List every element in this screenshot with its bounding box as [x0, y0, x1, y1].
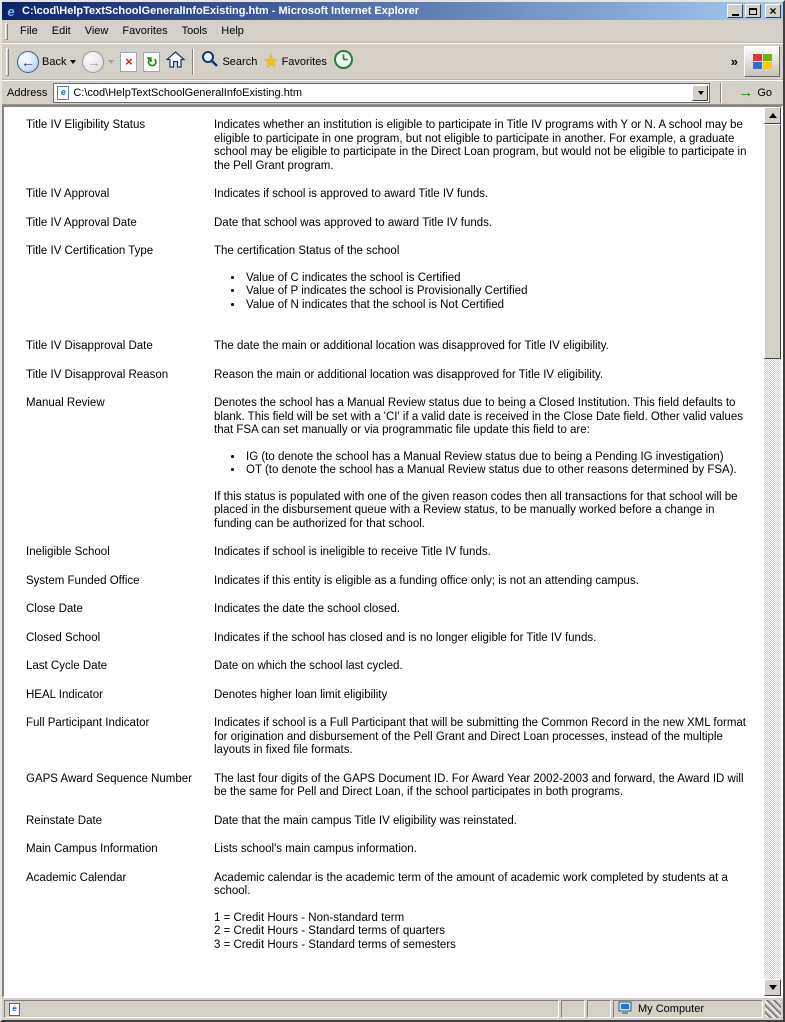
- back-dropdown-icon[interactable]: [70, 60, 76, 64]
- definition: [214, 546, 756, 560]
- forward-button[interactable]: [79, 49, 117, 75]
- home-button[interactable]: [163, 49, 188, 75]
- menubar-grip[interactable]: [5, 23, 8, 40]
- definition-paragraph: Indicates whether an institution is eligible to participate in Title IV programs with Y or N. A school may be eligible to participate in one program, but not eligible to participate in another. For example, a graduate school may be eligible to participate in the Direct Loan program, but would not be eligible to participate in the Pell Grant program.: [214, 119, 747, 172]
- close-icon: ×: [769, 4, 777, 18]
- term-label: Title IV Approval: [26, 188, 110, 200]
- addressbar-separator: [720, 83, 722, 103]
- definition: [214, 632, 756, 646]
- definition: [214, 717, 756, 758]
- definition-paragraph: Denotes higher loan limit eligibility: [214, 688, 388, 701]
- favorites-label: Favorites: [281, 55, 327, 68]
- help-entry-row: [26, 689, 756, 703]
- value-line: 1 = Credit Hours - Non-standard term: [214, 911, 405, 924]
- definition: [214, 217, 756, 231]
- stop-icon: ×: [120, 52, 137, 72]
- definition-paragraph: Indicates if the school has closed and is no longer eligible for Title IV funds.: [214, 631, 597, 644]
- menu-bar: [2, 20, 783, 43]
- menu-item-tools[interactable]: Tools: [181, 25, 208, 37]
- forward-dropdown-icon[interactable]: [108, 60, 114, 64]
- maximize-icon: [749, 8, 757, 15]
- help-entry-row: [26, 245, 756, 325]
- search-label: Search: [222, 55, 258, 68]
- term-label: Ineligible School: [26, 546, 110, 558]
- definition-paragraph: Date that the main campus Title IV eligibility was reinstated.: [214, 814, 517, 827]
- ie-logo-icon: e: [7, 3, 15, 19]
- address-bar: [2, 80, 783, 105]
- bullet-item: • Value of C indicates the school is Certified: [244, 272, 752, 286]
- term-label: Title IV Disapproval Reason: [26, 368, 169, 381]
- resize-grip[interactable]: [765, 1000, 781, 1018]
- help-entry-row: [26, 217, 756, 231]
- status-pane-2: [587, 1000, 611, 1018]
- definition-paragraph: If this status is populated with one of the given reason codes then all transactions for that school will be placed in the disbursement queue with a Review status, to be manually worked before a change in funding can be authorized for that school.: [214, 490, 738, 530]
- main-toolbar: [2, 43, 783, 80]
- definition: [214, 815, 756, 829]
- definition: [214, 603, 756, 617]
- history-button[interactable]: [330, 47, 357, 77]
- definition: [214, 340, 756, 354]
- definition-paragraph: Indicates if school is a Full Participant that will be submitting the Common Record in the new XML format for origination and disbursement of the Pell Grant and Direct Loan processes, instead of the multiple layouts in fixed file formats.: [214, 717, 747, 756]
- term-label: HEAL Indicator: [26, 688, 103, 701]
- scroll-down-button[interactable]: [764, 979, 781, 996]
- term-label: Manual Review: [26, 397, 105, 409]
- help-entry-row: [26, 773, 756, 800]
- bullet-item: • Value of N indicates that the school is Not Certified: [244, 299, 752, 313]
- bullet-item: • Value of P indicates the school is Provisionally Certified: [244, 285, 752, 299]
- term-label: Title IV Disapproval Date: [26, 340, 153, 352]
- status-zone-pane: [613, 1000, 763, 1018]
- help-entry-row: [26, 660, 756, 674]
- forward-icon: →: [82, 51, 104, 73]
- value-line: 3 = Credit Hours - Standard terms of semesters: [214, 938, 456, 951]
- term-label: Title IV Certification Type: [26, 245, 154, 257]
- term-label: Closed School: [26, 631, 101, 644]
- definition: [214, 188, 756, 202]
- definition: [214, 773, 756, 800]
- scroll-thumb[interactable]: [764, 124, 781, 359]
- page-content-area: [2, 105, 783, 998]
- home-icon: [166, 51, 185, 73]
- definition-paragraph: Indicates if this entity is eligible as a funding office only; is not an attending campus.: [214, 574, 639, 587]
- address-value: C:\cod\HelpTextSchoolGeneralInfoExisting.htm: [73, 86, 303, 99]
- scroll-up-icon: [769, 113, 777, 118]
- help-entry-row: [26, 815, 756, 829]
- definition-bullet-list: [230, 272, 752, 313]
- term-label: System Funded Office: [26, 574, 140, 587]
- term-label: Reinstate Date: [26, 814, 103, 827]
- help-entry-row: [26, 369, 756, 383]
- status-main-pane: [4, 1000, 559, 1018]
- maximize-button[interactable]: [745, 4, 761, 18]
- stop-button[interactable]: [117, 50, 140, 74]
- scroll-track[interactable]: [764, 124, 781, 979]
- definition-paragraph: Indicates if school is ineligible to receive Title IV funds.: [214, 546, 491, 558]
- close-button[interactable]: [765, 4, 781, 18]
- document-status-icon: e: [9, 1003, 20, 1016]
- definition-paragraph: Date on which the school last cycled.: [214, 660, 403, 672]
- definition: [214, 872, 756, 953]
- term-label: GAPS Award Sequence Number: [26, 772, 192, 785]
- windows-flag-icon: [753, 54, 772, 69]
- address-label: Address: [7, 86, 48, 99]
- refresh-button[interactable]: [140, 50, 163, 74]
- definition: [214, 119, 756, 173]
- term-label: Last Cycle Date: [26, 660, 108, 672]
- definition: [214, 660, 756, 674]
- definition-bullet-list: [230, 451, 752, 478]
- bullet-item: • OT (to denote the school has a Manual Review status due to other reasons determined by FSA).: [244, 464, 752, 478]
- help-entry-row: [26, 575, 756, 589]
- minimize-icon: [732, 14, 739, 16]
- minimize-button[interactable]: [727, 4, 743, 18]
- go-label: Go: [757, 86, 772, 99]
- definition-value-lines: [214, 912, 752, 953]
- term-label: Academic Calendar: [26, 871, 127, 884]
- definition: [214, 369, 756, 383]
- menu-item-help[interactable]: Help: [221, 25, 244, 37]
- vertical-scrollbar[interactable]: [764, 107, 781, 996]
- go-button[interactable]: [732, 84, 778, 101]
- definition-paragraph: The last four digits of the GAPS Document ID. For Award Year 2002-2003 and forward, the Award ID will be the same for Pell and Direct Loan, if the school participates in both programs.: [214, 772, 744, 798]
- toolbar-separator: [192, 49, 194, 75]
- address-dropdown-button[interactable]: [692, 85, 708, 101]
- favorites-star-icon: ★: [263, 52, 279, 71]
- definition-paragraph: The date the main or additional location was disapproved for Title IV eligibility.: [214, 340, 609, 352]
- menu-item-file[interactable]: File: [20, 25, 38, 37]
- back-label: Back: [42, 55, 67, 68]
- definition: [214, 397, 756, 531]
- refresh-icon: ↻: [143, 52, 160, 72]
- status-bar: [2, 998, 783, 1020]
- help-entry-row: [26, 843, 756, 857]
- my-computer-icon: [618, 1001, 634, 1018]
- help-entry-row: [26, 188, 756, 202]
- help-entry-row: [26, 632, 756, 646]
- definition-paragraph: Date that school was approved to award Title IV funds.: [214, 216, 493, 229]
- bullet-item: • IG (to denote the school has a Manual Review status due to being a Pending IG investigation): [244, 451, 752, 465]
- definition-paragraph: Academic calendar is the academic term of the amount of academic work completed by students at a school.: [214, 871, 728, 897]
- term-label: Title IV Eligibility Status: [26, 119, 146, 131]
- back-button[interactable]: [14, 49, 79, 75]
- definition-paragraph: The certification Status of the school: [214, 245, 400, 257]
- definition-paragraph: Denotes the school has a Manual Review status due to being a Closed Institution. This field defaults to blank. This field will be set with a 'CI' if a valid date is received in the Close Date field. Other valid values that FSA can set manually or via programmatic file update this field to are:: [214, 397, 743, 436]
- definition: [214, 575, 756, 589]
- help-entry-row: [26, 603, 756, 617]
- address-input[interactable]: [53, 83, 710, 103]
- help-entries: [4, 107, 764, 996]
- history-icon: [333, 49, 354, 75]
- favorites-button[interactable]: [260, 51, 330, 72]
- toolbar-overflow-chevron[interactable]: »: [730, 54, 738, 69]
- menu-item-edit[interactable]: Edit: [51, 25, 71, 37]
- definition-paragraph: Reason the main or additional location was disapproved for Title IV eligibility.: [214, 368, 604, 381]
- definition: [214, 245, 756, 325]
- search-icon: [201, 50, 219, 73]
- menu-item-favorites[interactable]: Favorites: [122, 25, 168, 37]
- help-entry-row: [26, 340, 756, 354]
- window-title: C:\cod\HelpTextSchoolGeneralInfoExisting.htm - Microsoft Internet Explorer: [22, 5, 420, 17]
- status-pane-1: [561, 1000, 585, 1018]
- term-label: Close Date: [26, 603, 83, 615]
- scroll-up-button[interactable]: [764, 107, 781, 124]
- definition-paragraph: Lists school's main campus information.: [214, 843, 417, 855]
- help-entry-row: [26, 872, 756, 953]
- dropdown-arrow-icon: [698, 91, 704, 95]
- help-entry-row: [26, 546, 756, 560]
- term-label: Title IV Approval Date: [26, 216, 137, 229]
- help-entry-row: [26, 119, 756, 173]
- definition: [214, 843, 756, 857]
- help-entry-row: [26, 397, 756, 531]
- search-button[interactable]: [198, 48, 260, 75]
- definition-paragraph: Indicates if school is approved to award Title IV funds.: [214, 188, 489, 200]
- value-line: 2 = Credit Hours - Standard terms of quarters: [214, 925, 446, 937]
- menu-item-view[interactable]: View: [84, 25, 109, 37]
- term-label: Main Campus Information: [26, 843, 158, 855]
- back-icon: ←: [17, 51, 39, 73]
- definition-paragraph: Indicates the date the school closed.: [214, 603, 401, 615]
- go-arrow-icon: →: [738, 84, 754, 101]
- title-bar[interactable]: [2, 2, 783, 20]
- toolbar-grip[interactable]: [6, 48, 9, 76]
- definition: [214, 689, 756, 703]
- term-label: Full Participant Indicator: [26, 717, 150, 729]
- help-entry-row: [26, 717, 756, 758]
- scroll-down-icon: [769, 985, 777, 990]
- windows-logo: [744, 46, 780, 77]
- zone-label: My Computer: [638, 1003, 705, 1015]
- page-icon: e: [57, 86, 69, 100]
